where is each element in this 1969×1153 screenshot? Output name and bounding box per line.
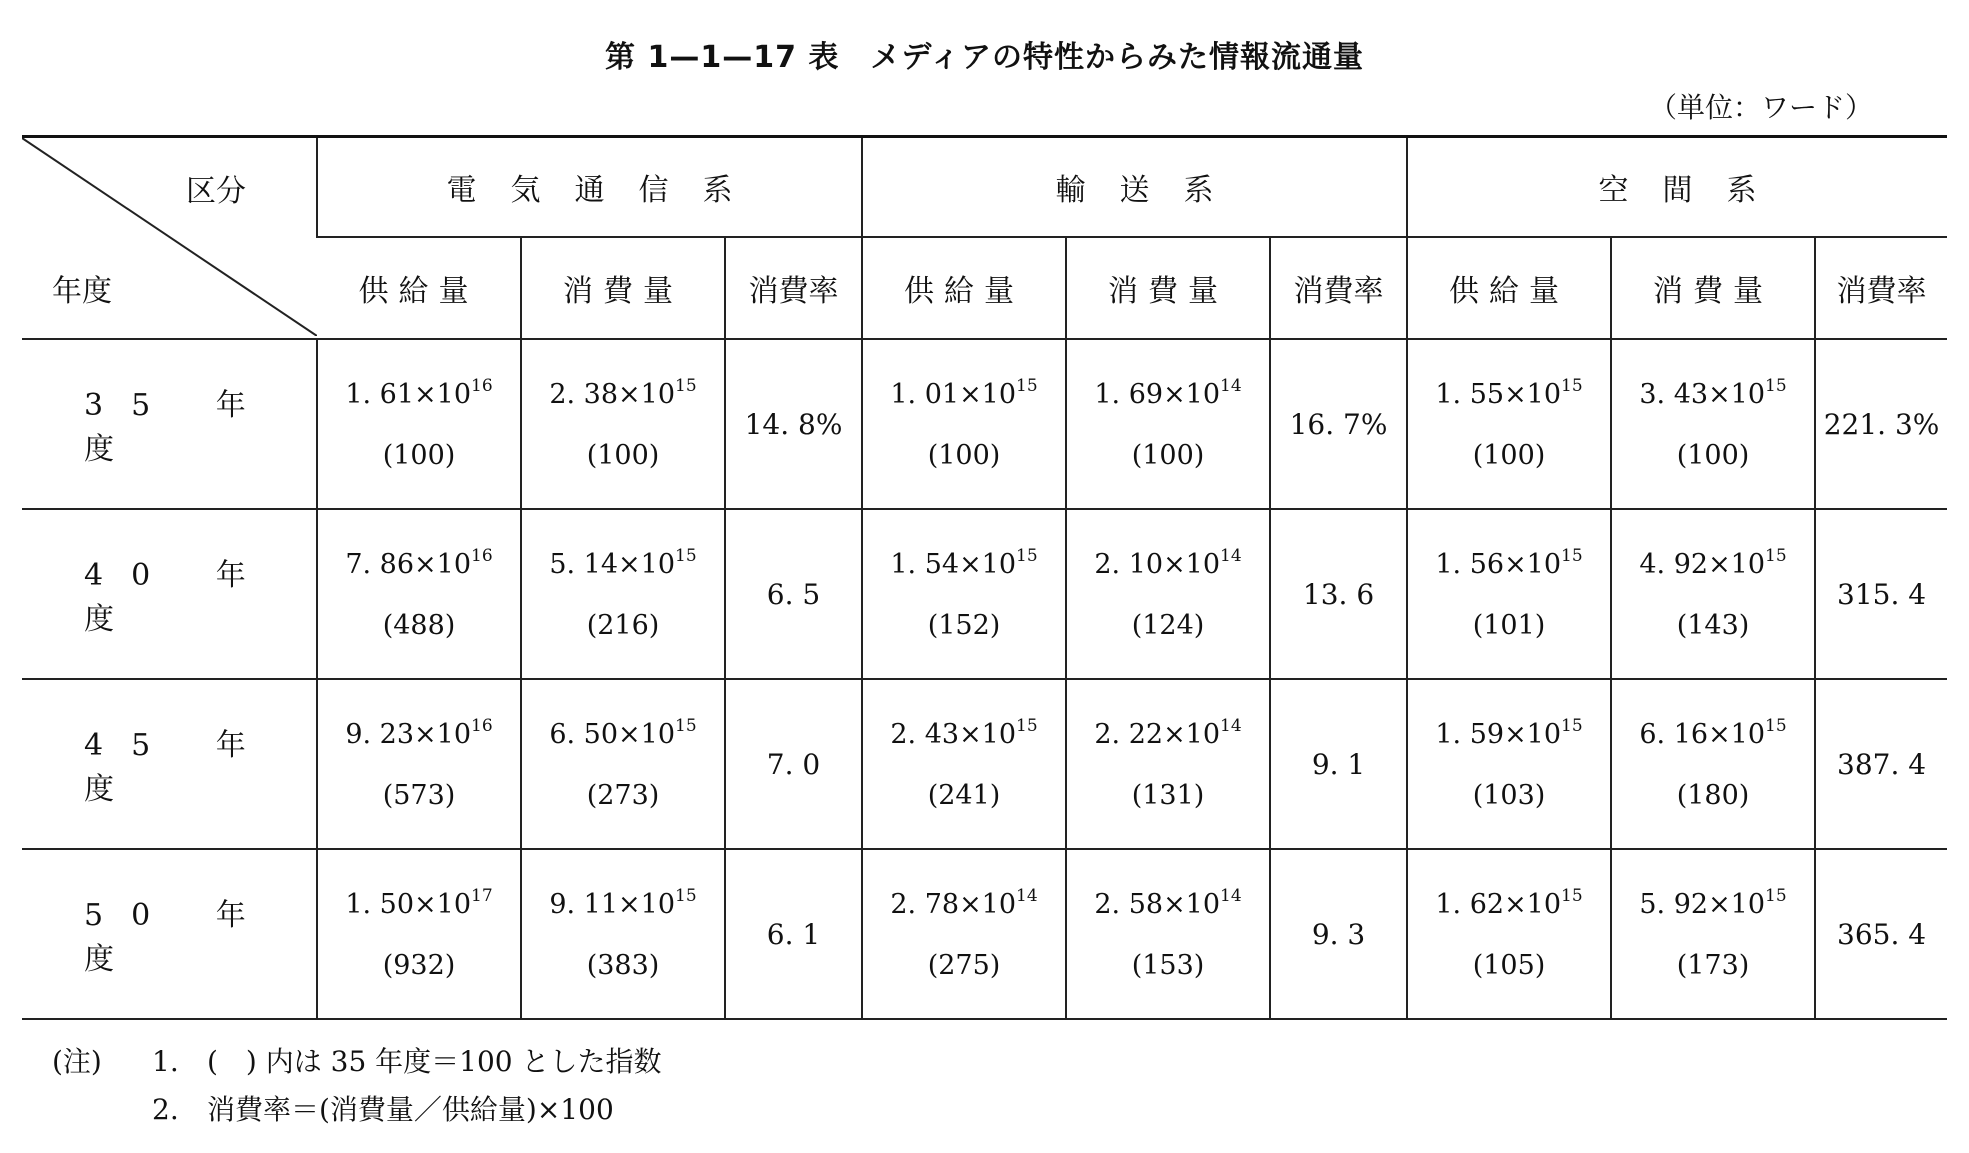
mantissa: 1. 55 [1435,378,1505,410]
exponent: 14 [1220,545,1242,566]
times-ten: ×10 [414,718,472,750]
exponent: 15 [1765,715,1787,736]
times-ten: ×10 [1504,548,1562,580]
mantissa: 9. 23 [345,718,415,750]
subheader-supply: 供給量 [1407,237,1611,339]
index-value: (100) [382,440,456,471]
rate-cell: 7. 0 [725,679,862,849]
rate-cell: 9. 1 [1270,679,1407,849]
rate-cell: 16. 7% [1270,339,1407,509]
value-cell [1066,339,1270,509]
value-cell [521,679,725,849]
value-cell [1611,849,1815,1019]
index-value: (173) [1676,950,1750,981]
index-value: (105) [1472,950,1546,981]
times-ten: ×10 [618,718,676,750]
mantissa: 6. 16 [1639,718,1709,750]
index-value: (100) [927,440,1001,471]
times-ten: ×10 [959,888,1017,920]
corner-label-category: 区分 [186,174,246,209]
mantissa: 2. 58 [1094,888,1164,920]
mantissa: 2. 43 [890,718,960,750]
value-cell [317,679,521,849]
mantissa: 1. 54 [890,548,960,580]
note-row-1 [52,1038,662,1086]
table-body [22,339,1947,1019]
exponent: 15 [1765,885,1787,906]
index-value: (216) [586,610,660,641]
mantissa: 4. 92 [1639,548,1709,580]
index-value: (932) [382,950,456,981]
value-cell [862,849,1066,1019]
exponent: 15 [1765,545,1787,566]
index-value: (101) [1472,610,1546,641]
group-header-transport: 輸送系 [862,138,1407,237]
index-value: (383) [586,950,660,981]
value-cell [521,509,725,679]
times-ten: ×10 [1504,378,1562,410]
exponent: 15 [675,545,697,566]
mantissa: 2. 22 [1094,718,1164,750]
times-ten: ×10 [414,378,472,410]
mantissa: 1. 62 [1435,888,1505,920]
value-cell [1066,849,1270,1019]
value-cell [1407,509,1611,679]
row-year-label: 35 年 度 [22,339,317,509]
note-number: 2. [152,1093,179,1126]
times-ten: ×10 [1163,378,1221,410]
table-row [22,339,1947,509]
times-ten: ×10 [1708,378,1766,410]
exponent: 14 [1220,715,1242,736]
exponent: 15 [675,885,697,906]
index-value: (152) [927,610,1001,641]
index-value: (100) [1676,440,1750,471]
table-row [22,679,1947,849]
value-cell [317,509,521,679]
times-ten: ×10 [1708,718,1766,750]
subheader-rate: 消費率 [1270,237,1407,339]
subheader-rate: 消費率 [725,237,862,339]
index-value: (488) [382,610,456,641]
value-cell [521,339,725,509]
exponent: 15 [1016,375,1038,396]
exponent: 15 [1561,545,1583,566]
mantissa: 1. 50 [345,888,415,920]
exponent: 15 [1016,545,1038,566]
mantissa: 1. 56 [1435,548,1505,580]
index-value: (124) [1131,610,1205,641]
times-ten: ×10 [959,718,1017,750]
row-year-label: 45 年 度 [22,679,317,849]
times-ten: ×10 [1163,718,1221,750]
mantissa: 9. 11 [549,888,619,920]
mantissa: 2. 38 [549,378,619,410]
rate-cell: 365. 4 [1815,849,1947,1019]
rate-cell: 387. 4 [1815,679,1947,849]
row-year-label: 40 年 度 [22,509,317,679]
exponent: 15 [675,715,697,736]
times-ten: ×10 [959,378,1017,410]
subheader-consume: 消費量 [521,237,725,339]
exponent: 15 [675,375,697,396]
corner-label-year: 年度 [52,274,112,309]
times-ten: ×10 [414,548,472,580]
times-ten: ×10 [1708,888,1766,920]
exponent: 17 [471,885,493,906]
index-value: (100) [1131,440,1205,471]
value-cell [862,509,1066,679]
times-ten: ×10 [1163,548,1221,580]
times-ten: ×10 [959,548,1017,580]
times-ten: ×10 [618,548,676,580]
subheader-rate: 消費率 [1815,237,1947,339]
mantissa: 1. 61 [345,378,415,410]
note-row-2 [52,1086,662,1134]
times-ten: ×10 [618,378,676,410]
exponent: 15 [1561,715,1583,736]
times-ten: ×10 [618,888,676,920]
times-ten: ×10 [1504,718,1562,750]
index-value: (241) [927,780,1001,811]
mantissa: 5. 92 [1639,888,1709,920]
note-text: 消費率＝(消費量／供給量)×100 [207,1093,614,1126]
times-ten: ×10 [1504,888,1562,920]
index-value: (180) [1676,780,1750,811]
value-cell [1066,679,1270,849]
value-cell [1407,339,1611,509]
index-value: (103) [1472,780,1546,811]
times-ten: ×10 [1708,548,1766,580]
exponent: 15 [1561,885,1583,906]
times-ten: ×10 [1163,888,1221,920]
mantissa: 5. 14 [549,548,619,580]
exponent: 15 [1561,375,1583,396]
subheader-supply: 供給量 [317,237,521,339]
value-cell [1611,339,1815,509]
subheader-supply: 供給量 [862,237,1066,339]
exponent: 14 [1016,885,1038,906]
note-text: ( ) 内は 35 年度＝100 とした指数 [207,1045,662,1078]
times-ten: ×10 [414,888,472,920]
exponent: 15 [1765,375,1787,396]
value-cell [317,339,521,509]
rate-cell: 221. 3% [1815,339,1947,509]
index-value: (153) [1131,950,1205,981]
subheader-consume: 消費量 [1611,237,1815,339]
value-cell [1066,509,1270,679]
notes-lead: (注) [52,1045,102,1078]
index-value: (143) [1676,610,1750,641]
rate-cell: 6. 1 [725,849,862,1019]
index-value: (273) [586,780,660,811]
rate-cell: 14. 8% [725,339,862,509]
rate-cell: 315. 4 [1815,509,1947,679]
mantissa: 2. 10 [1094,548,1164,580]
value-cell [521,849,725,1019]
data-table [22,138,1947,1020]
exponent: 14 [1220,885,1242,906]
mantissa: 7. 86 [345,548,415,580]
value-cell [1407,849,1611,1019]
rate-cell: 9. 3 [1270,849,1407,1019]
exponent: 16 [471,715,493,736]
mantissa: 6. 50 [549,718,619,750]
exponent: 16 [471,545,493,566]
value-cell [317,849,521,1019]
mantissa: 2. 78 [890,888,960,920]
mantissa: 1. 69 [1094,378,1164,410]
table-title: 第 1—1—17 表 メディアの特性からみた情報流通量 [605,40,1364,75]
mantissa: 3. 43 [1639,378,1709,410]
value-cell [1407,679,1611,849]
rate-cell: 13. 6 [1270,509,1407,679]
mantissa: 1. 01 [890,378,960,410]
index-value: (573) [382,780,456,811]
exponent: 16 [471,375,493,396]
index-value: (275) [927,950,1001,981]
notes [52,1038,662,1134]
mantissa: 1. 59 [1435,718,1505,750]
note-number: 1. [152,1045,179,1078]
rate-cell: 6. 5 [725,509,862,679]
value-cell [862,339,1066,509]
exponent: 14 [1220,375,1242,396]
group-header-space: 空間系 [1407,138,1947,237]
subheader-consume: 消費量 [1066,237,1270,339]
index-value: (131) [1131,780,1205,811]
index-value: (100) [586,440,660,471]
value-cell [1611,509,1815,679]
group-header-telecom: 電気通信系 [317,138,862,237]
corner-header [22,138,317,339]
table-row [22,509,1947,679]
value-cell [1611,679,1815,849]
value-cell [862,679,1066,849]
table-row [22,849,1947,1019]
exponent: 15 [1016,715,1038,736]
unit-label: （単位：ワード） [1648,91,1873,124]
row-year-label: 50 年 度 [22,849,317,1019]
index-value: (100) [1472,440,1546,471]
